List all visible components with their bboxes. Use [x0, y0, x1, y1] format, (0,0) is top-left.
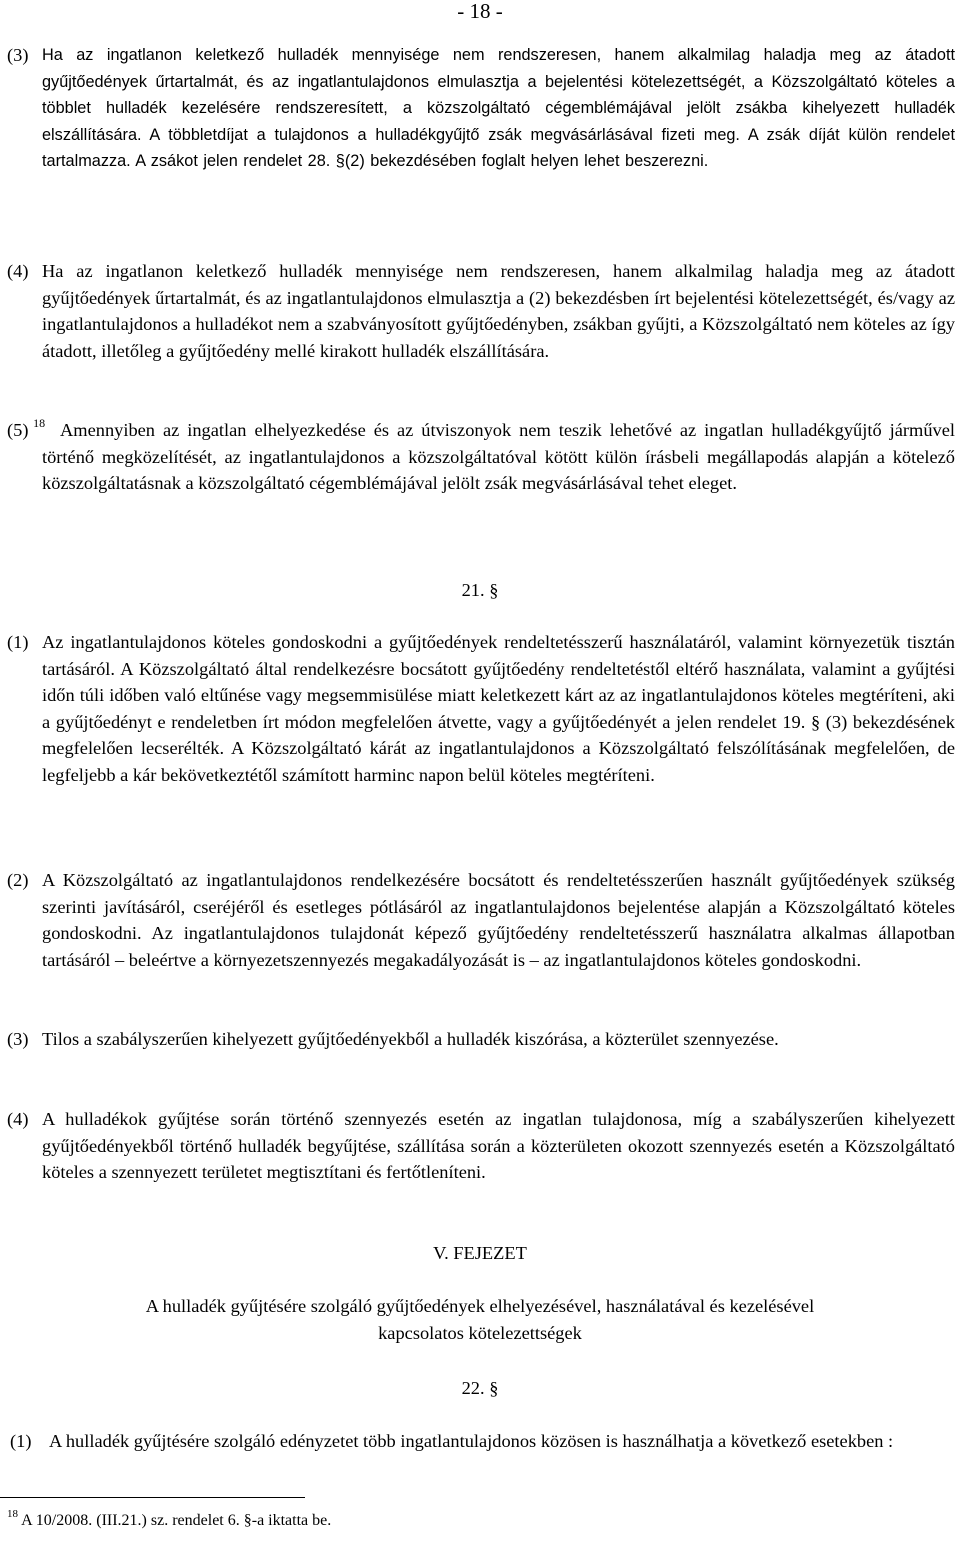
chapter-title-line-1: A hulladék gyűjtésére szolgáló gyűjtőedények elhelyezésével, használatával és kezelésével [145, 1296, 815, 1316]
paragraph-text: A Közszolgáltató az ingatlantulajdonos rendelkezésére bocsátott és rendeltetésszerűen használt gyűjtőedények szükség szerinti javításáról, cseréjéről és esetleges pótlásáról az ingatlantulajdonos bejelentése alapján a Közszolgáltató köteles gondoskodni. Az ingatlantulajdonos tulajdonát képező gyűjtőedény rendeltetésszerű használatra alkalmas állapotban tartásáról – beleértve a környezetszennyezés megakadályozását is – az ingatlantulajdonos köteles gondoskodni. [42, 870, 955, 970]
paragraph-number: (1) [10, 1431, 32, 1451]
footnote-divider [0, 1497, 305, 1498]
paragraph-number: (4) [7, 1109, 29, 1129]
section-heading-21: 21. § [461, 580, 499, 600]
paragraph-number: (1) [7, 632, 29, 652]
paragraph-number: (2) [7, 870, 29, 890]
chapter-title-line-2: kapcsolatos kötelezettségek [378, 1323, 582, 1343]
chapter-heading: V. FEJEZET [433, 1243, 527, 1263]
paragraph-text: Tilos a szabályszerűen kihelyezett gyűjtőedényekből a hulladék kiszórása, a közterület szennyezése. [42, 1029, 779, 1049]
paragraph-20-4 [7, 258, 955, 364]
paragraph-text: A hulladékok gyűjtése során történő szennyezés esetén az ingatlan tulajdonosa, míg a szabályszerűen kihelyezett gyűjtőedényekből történő hulladék begyűjtése, szállítása során a közterületen okozott szennyezés esetén a Közszolgáltató köteles a szennyezett területet megtisztítani és fertőtleníteni. [42, 1109, 955, 1182]
paragraph-21-3 [7, 1026, 955, 1053]
paragraph-number: (5) $^{18}$ [7, 416, 46, 440]
paragraph-text: Az ingatlantulajdonos köteles gondoskodni a gyűjtőedények rendeltetésszerű használatáról, valamint környezetük tisztán tartásáról. A Közszolgáltató által rendelkezésre bocsátott gyűjtőedény rendeltetéstől eltérő használata, valamint a gyűjtési időn túli időben való eltűnése vagy megsemmisülése miatt keletkezett kárt az az ingatlantulajdonos köteles megtéríteni, aki a gyűjtőedényt e rendeletben írt módon megfelelően átvette, vagy a gyűjtőedényét a jelen rendelet 19. § (3) bekezdésének megfelelően lecserélték. A Közszolgáltató kárát az ingatlantulajdonos a Közszolgáltató felszólításának megfelelően, de legfeljebb a kár bekövetkeztétől számított harminc napon belül köteles megtéríteni. [42, 632, 955, 785]
paragraph-22-1 [7, 1428, 955, 1455]
footnote-reference: 18 [33, 416, 46, 430]
page-number: - 18 - [457, 0, 503, 23]
paragraph-number: (3) [7, 1029, 29, 1049]
paragraph-text: Amennyiben az ingatlan elhelyezkedése és az útviszonyok nem teszik lehetővé az ingatlan hulladékgyűjtő járművel történő megközelítését, az ingatlantulajdonos a közszolgáltatóval kötött külön írásbeli megállapodás alapján a kötelező közszolgáltatásnak a közszolgáltató cégemblémájával jelölt zsák megvásárlásával tehet eleget. [42, 420, 955, 493]
footnote-text: A 10/2008. (III.21.) sz. rendelet 6. §-a iktatta be. [21, 1512, 332, 1529]
paragraph-text: Ha az ingatlanon keletkező hulladék mennyisége nem rendszeresen, hanem alkalmilag haladja meg az átadott gyűjtőedények űrtartalmát, és az ingatlantulajdonos elmulasztja a bejelentési kötelezettségét, a Közszolgáltató köteles a többlet hulladék kezelésére rendszeresített, a közszolgáltató cégemblémájával jelölt zsákba kihelyezett hulladék elszállítására. A többletdíjat a tulajdonos a hulladékgyűjtő zsák megvásárlásával fizeti meg. A zsák díját külön rendelet tartalmazza. A zsákot jelen rendelet 28. §(2) bekezdésében foglalt helyen lehet beszerezni. [42, 46, 955, 170]
paragraph-text: Ha az ingatlanon keletkező hulladék mennyisége nem rendszeresen, hanem alkalmilag haladja meg az átadott gyűjtőedények űrtartalmát, és az ingatlantulajdonos elmulasztja a (2) bekezdésben írt bejelentési kötelezettségét, és/vagy az ingatlantulajdonos a hulladékot nem a szabványosított gyűjtőedényben, zsákban gyűjti, a Közszolgáltató nem köteles az így átadott, illetőleg a gyűjtőedény mellé kirakott hulladék elszállítására. [42, 261, 955, 361]
paragraph-number: (4) [7, 261, 29, 281]
paragraph-20-5 [7, 417, 955, 497]
paragraph-21-2 [7, 867, 955, 973]
section-heading-22: 22. § [461, 1378, 499, 1398]
paragraph-20-3 [7, 42, 955, 175]
paragraph-21-4 [7, 1106, 955, 1186]
paragraph-text: A hulladék gyűjtésére szolgáló edényzetet több ingatlantulajdonos közösen is használhatja a következő esetekben : [49, 1431, 894, 1451]
paragraph-21-1 [7, 629, 955, 788]
footnote-mark: 18 [7, 1508, 18, 1520]
footnote [7, 1510, 331, 1532]
paragraph-number: (3) [7, 45, 29, 65]
